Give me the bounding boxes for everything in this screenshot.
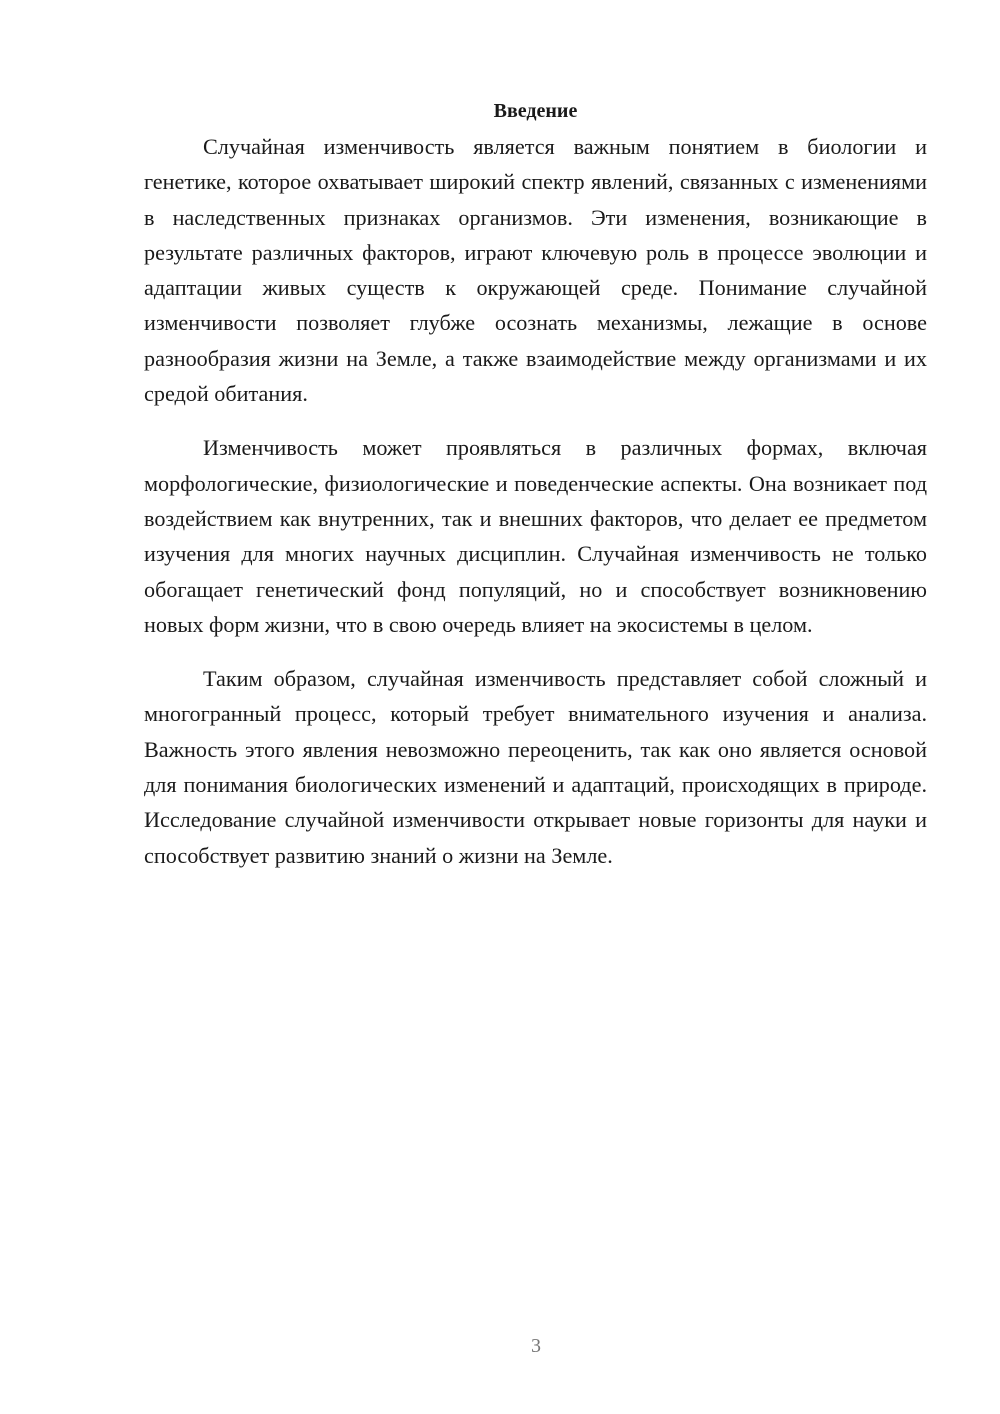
page-content xyxy=(144,96,927,873)
paragraph-3: Таким образом, случайная изменчивость представляет собой сложный и многогранный процесс, который требует внимательного изучения и анализа. Важность этого явления невозможно переоценить, так как оно является основой для понимания биологических изменений и адаптаций, происходящих в природе. Исследование случайной изменчивости открывает новые горизонты для науки и способствует развитию знаний о жизни на Земле. xyxy=(144,666,927,868)
paragraph-1: Случайная изменчивость является важным понятием в биологии и генетике, которое охватывает широкий спектр явлений, связанных с изменениями в наследственных признаках организмов. Эти изменения, возникающие в результате различных факторов, играют ключевую роль в процессе эволюции и адаптации живых существ к окружающей среде. Понимание случайной изменчивости позволяет глубже осознать механизмы, лежащие в основе разнообразия жизни на Земле, а также взаимодействие между организмами и их средой обитания. xyxy=(144,134,927,407)
page-title: Введение xyxy=(493,100,578,122)
page-number: 3 xyxy=(531,1335,541,1357)
paragraph-2: Изменчивость может проявляться в различных формах, включая морфологические, физиологические и поведенческие аспекты. Она возникает под воздействием как внутренних, так и внешних факторов, что делает ее предметом изучения для многих научных дисциплин. Случайная изменчивость не только обогащает генетический фонд популяций, но и способствует возникновению новых форм жизни, что в свою очередь влияет на экосистемы в целом. xyxy=(144,435,927,637)
